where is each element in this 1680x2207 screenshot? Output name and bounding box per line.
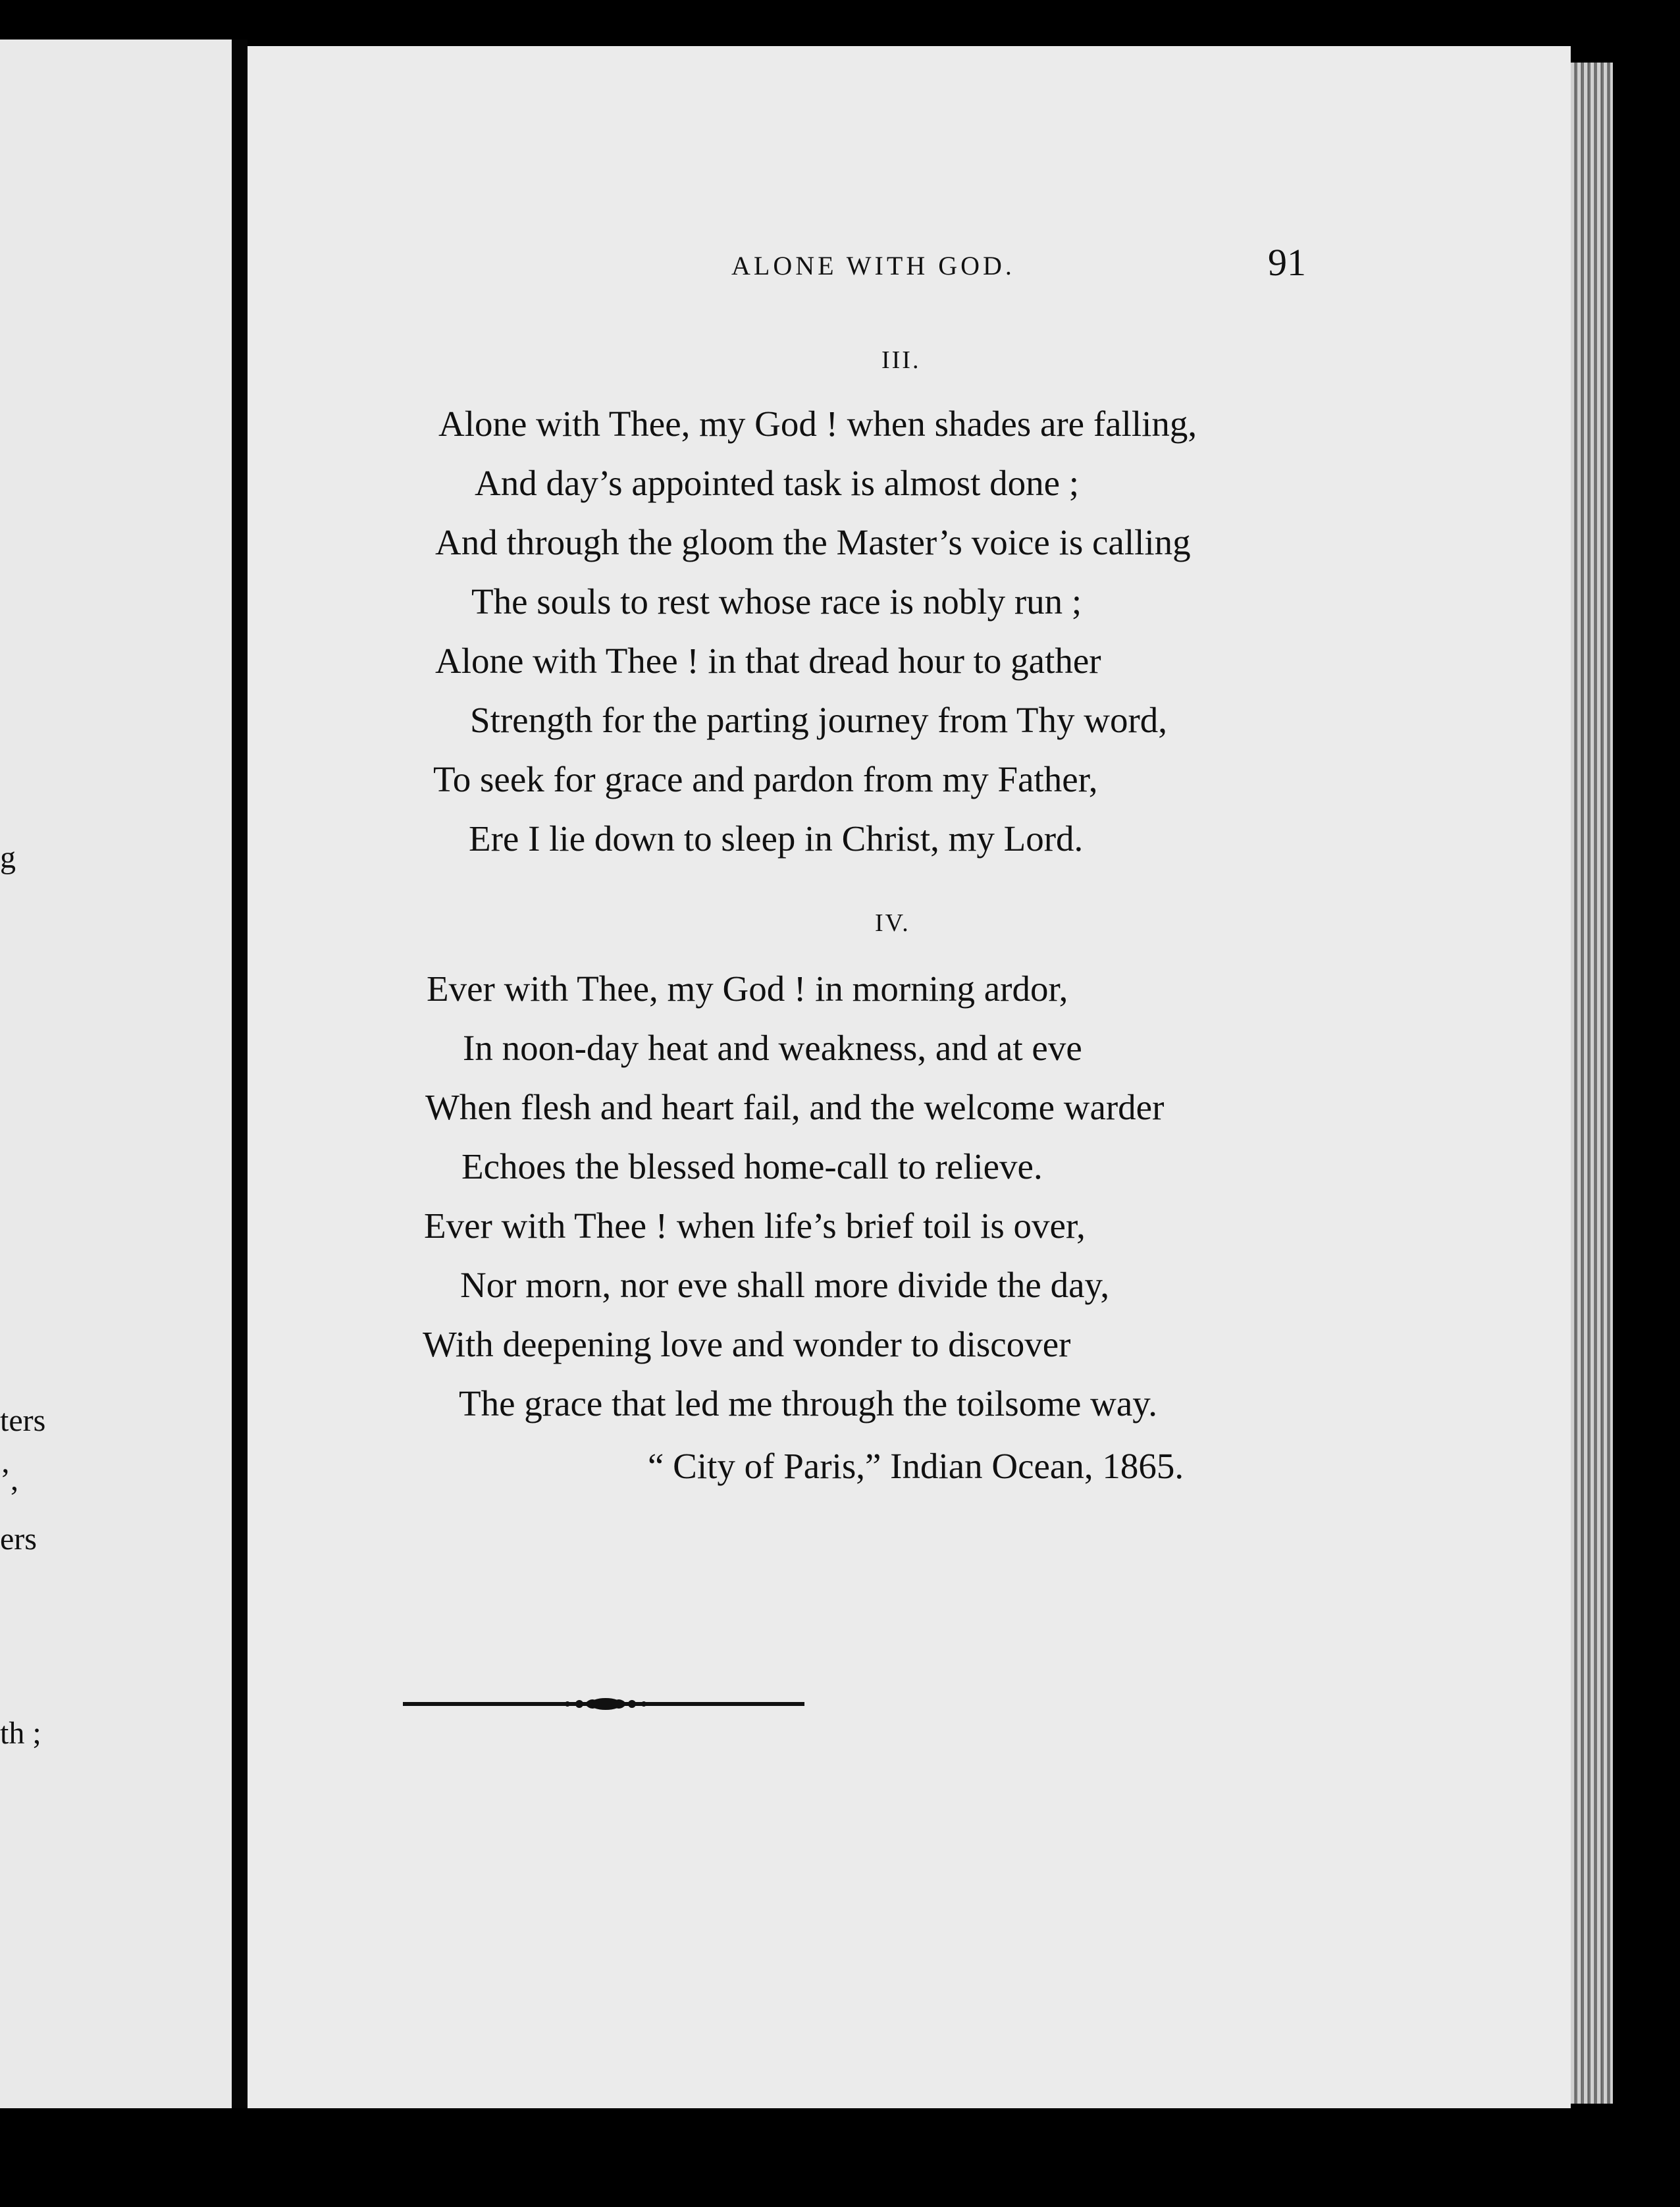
poem-line: And through the gloom the Master’s voice is calling (435, 522, 1191, 562)
page-number: 91 (1268, 241, 1306, 284)
poem-line: The souls to rest whose race is nobly run ; (471, 581, 1082, 622)
poem-line: Ever with Thee, my God ! in morning ardor, (427, 969, 1068, 1009)
poem-line: Alone with Thee, my God ! when shades are falling, (438, 404, 1197, 444)
poem-line: And day’s appointed task is almost done ; (475, 463, 1080, 503)
poem-line: Nor morn, nor eve shall more divide the day, (460, 1265, 1110, 1305)
poem-line: The grace that led me through the toilsome way. (459, 1383, 1157, 1423)
right-page (248, 46, 1571, 2108)
poem-line: Echoes the blessed home-call to relieve. (461, 1146, 1043, 1186)
book-gutter (232, 40, 248, 2108)
poem-line: Ever with Thee ! when life’s brief toil is over, (424, 1206, 1086, 1246)
stanza-number: IV. (875, 909, 910, 937)
left-page-fragment: ers (0, 1522, 37, 1556)
poem-signature: “ City of Paris,” Indian Ocean, 1865. (648, 1446, 1184, 1486)
left-page-fragment: ters (0, 1403, 46, 1438)
poem-line: To seek for grace and pardon from my Father, (433, 759, 1098, 799)
poem-line: Ere I lie down to sleep in Christ, my Lord. (469, 818, 1084, 859)
stanza-number: III. (881, 346, 921, 374)
running-head: ALONE WITH GOD. (731, 251, 1015, 280)
poem-line: Alone with Thee ! in that dread hour to gather (435, 641, 1101, 681)
page-edges (1571, 63, 1613, 2104)
poem-line: Strength for the parting journey from Thy word, (470, 700, 1168, 740)
left-page-fragment: ’, (0, 1462, 18, 1497)
poem-line: When flesh and heart fail, and the welcome warder (425, 1087, 1165, 1127)
left-facing-page (0, 40, 232, 2108)
poem-line: In noon-day heat and weakness, and at eve (463, 1028, 1082, 1068)
left-page-fragment: th ; (0, 1716, 41, 1751)
ornament-flourish-icon (553, 1691, 658, 1717)
left-page-fragment: g (0, 840, 16, 875)
poem-line: With deepening love and wonder to discover (423, 1324, 1071, 1364)
